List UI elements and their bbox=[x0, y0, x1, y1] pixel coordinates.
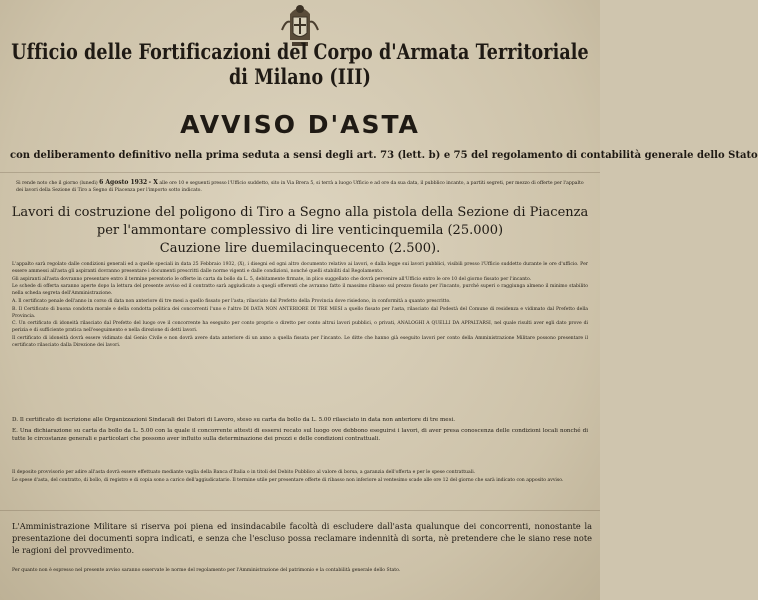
conditions-block-1 bbox=[12, 262, 588, 351]
body-paragraph: Le spese d'asta, del contratto, di bollo, di registro e di copia sono a carico dell'aggiudicatario. Il termine utile per presentare offerte di ribasso non inferiore al ventesimo scade alle ore 12 del giorno che sarà indicato con apposito avviso. bbox=[12, 477, 564, 483]
body-paragraph: Per quanto non è espresso nel presente avviso saranno osservate le norme del regolamento per l'Amministrazione del patrimonio e la contabilità generale dello Stato. bbox=[12, 568, 401, 573]
body-paragraph: Gli aspiranti all'asta dovranno presentare entro il termine perentorio le offerte in carta da bollo da L. 5, debitamente firmate, in plico suggellato che dovrà pervenire all'Ufficio entro le ore 10 del giorno fissato per l'incanto. bbox=[12, 276, 532, 282]
body-paragraph: C. Un certificato di idoneità rilasciato dal Prefetto del luogo ove il concorrente ha eseguito per conto proprio o diretto per conto altrui lavori pubblici, o privati, ANALOGHI A QUELLI DA APPALTARSI, nel quale risulti aver egli dato prove di perizia e di sufficiente pratica nell'eseguimento e nella direzione di detti lavori. bbox=[12, 321, 588, 334]
body-paragraph: L'appalto sarà regolato dalle condizioni generali ed a quelle speciali in data 25 Febbraio 1932, (X), i disegni ed ogni altro documento relativo ai lavori, e dalla legge sui lavori pubblici, visibili presso l'Ufficio suddetto durante le ore d'ufficio. Per essere ammessi all'asta gli aspiranti dovranno presentare i documenti prescritti dalle norme vigenti e dalle condizioni, nonché quelli stabiliti dal Regolamento. bbox=[12, 262, 588, 274]
intro-paragraph bbox=[16, 179, 586, 194]
office-title: Ufficio delle Fortificazioni del Corpo d'Armata Territoriale di Milano (III) bbox=[11, 40, 589, 90]
closing-paragraph: L'Amministrazione Militare si riserva poi piena ed insindacabile facoltà di escludere dall'asta qualunque dei concorrenti, nonostante la presentazione dei documenti sopra indicati, e senza che l'escluso possa reclamare indennità di sorta, nè pretendere che le siano rese note le ragioni del provvedimento. bbox=[12, 521, 592, 555]
fascist-year: - X bbox=[148, 179, 158, 186]
conditions-block-4 bbox=[12, 568, 588, 576]
conditions-block-2 bbox=[12, 416, 588, 444]
body-paragraph: D. Il certificato di iscrizione alle Organizzazioni Sindacali dei Datori di Lavoro, steso su carta da bollo da L. 5.00 rilasciato in data non anteriore di tre mesi. bbox=[12, 417, 456, 423]
body-paragraph: E. Una dichiarazione su carta da bollo da L. 5.00 con la quale il concorrente attesti di essersi recato sul luogo ove debbono eseguirsi i lavori, di aver presa conoscenza delle condizioni locali nonché di tutte le circostanze generali e particolari che possono aver influito sulla determinazione dei prezzi e delle condizioni contrattuali. bbox=[12, 427, 588, 443]
notice-subheading: con deliberamento definitivo nella prima seduta a sensi degli art. 73 (lett. b) e 75 del regolamento di contabilità generale dello Stato bbox=[10, 150, 758, 161]
works-deposit: Cauzione lire duemilacinquecento (2.500). bbox=[159, 241, 441, 256]
works-title: Lavori di costruzione del poligono di Tiro a Segno alla pistola della Sezione di Piacenza bbox=[11, 205, 589, 220]
paper-fold-line bbox=[0, 172, 600, 173]
intro-suffix: alle ore 10 e seguenti presso l'Ufficio suddetto, sito in Via Brera 5, si terrà a luogo Ufficio e ad ore da sua data, il pubblico incanto, a partiti segreti, per mezzo di offerte per l'appalto dei lavori della Sezione di Tiro a Segno di Piacenza per l'importo sotto indicato. bbox=[16, 181, 584, 193]
notice-heading: AVVISO D'ASTA bbox=[180, 110, 420, 139]
body-paragraph: Le schede di offerta saranno aperte dopo la lettura del presente avviso ed il contratto sarà aggiudicato a quegli offerenti che avranno fatto il massimo ribasso sul prezzo fissato per l'incanto, purché superi o raggiunga almeno il minimo stabilito nella scheda segreta dell'Amministrazione. bbox=[12, 284, 588, 297]
paper-fold-line bbox=[0, 510, 600, 511]
body-paragraph: Il certificato di idoneità dovrà essere vidimato dal Genio Civile e non dovrà avere data anteriore di un anno a quella fissata per l'incanto. Le ditte che hanno già eseguito lavori per conto della Amministrazione Militare possono presentare il certificato rilasciato dalla Direzione dei lavori. bbox=[12, 335, 588, 348]
works-amount: per l'ammontare complessivo di lire venticinquemila (25.000) bbox=[96, 223, 504, 238]
body-paragraph: Il deposito provvisorio per adire all'asta dovrà essere effettuato mediante vaglia della Banca d'Italia o in titoli del Debito Pubblico al valore di borsa, a garanzia dell'offerta e per le spese contrattuali. bbox=[12, 470, 476, 475]
works-description bbox=[0, 204, 600, 258]
intro-prefix: Si rende noto che il giorno (lunedì) bbox=[16, 181, 98, 186]
body-paragraph: A. Il certificato penale dell'anno in corso di data non anteriore di tre mesi a quello fissato per l'asta; rilasciato dal Prefetto della Provincia dove risiedono, in conformità a quanto prescritto. bbox=[12, 298, 451, 304]
conditions-block-3 bbox=[12, 470, 588, 486]
auction-date: 6 Agosto 1932 bbox=[99, 179, 148, 186]
body-paragraph: B. Il Certificato di buona condotta morale e della condotta politica dei concorrenti l'uno e l'altro DI DATA NON ANTERIORE DI TRE MESI a quello fissato per l'asta, rilasciato dal Podestà del Comune di residenza e vidimato dal Prefetto della Provincia. bbox=[12, 306, 588, 319]
